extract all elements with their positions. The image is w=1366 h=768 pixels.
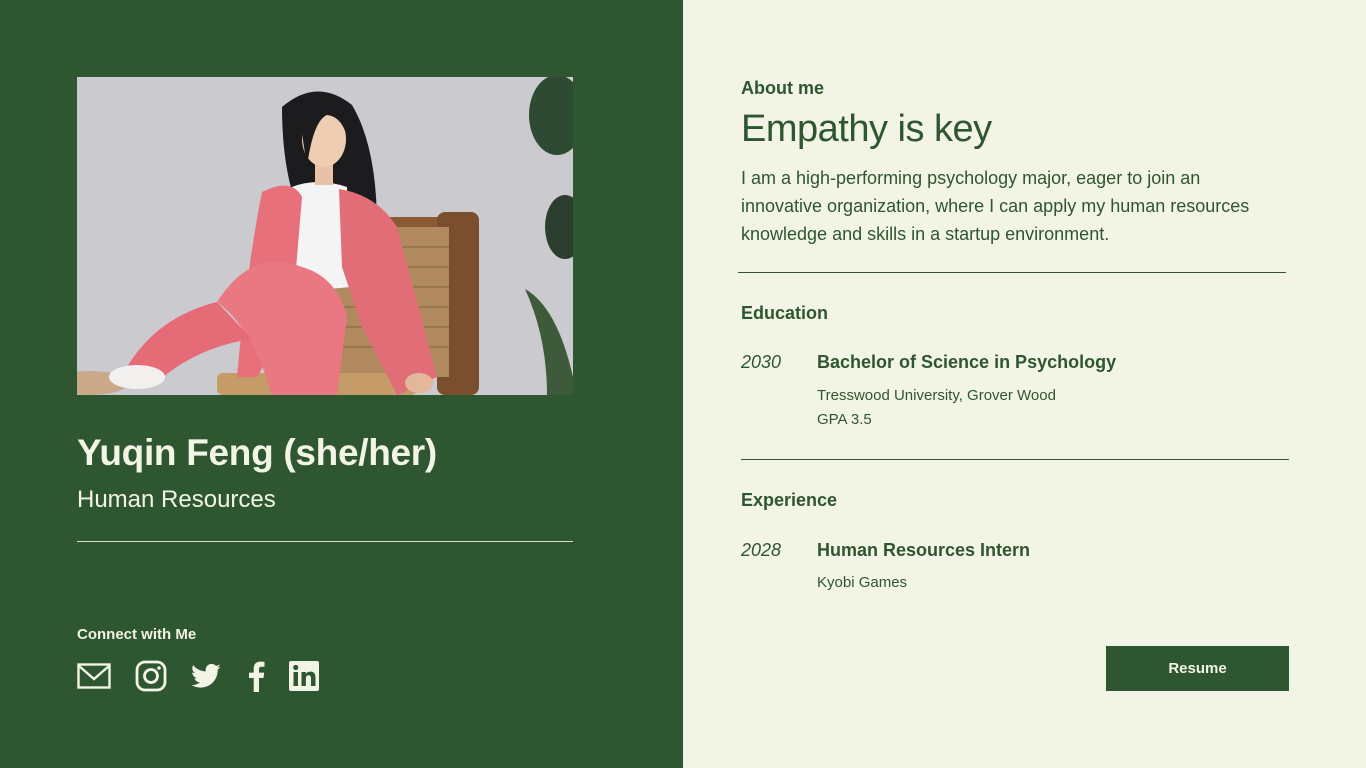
- twitter-icon[interactable]: [190, 660, 222, 692]
- divider: [741, 459, 1289, 460]
- headline: Empathy is key: [741, 108, 992, 150]
- job-title: Human Resources Intern: [817, 540, 1031, 560]
- experience-label: Experience: [741, 490, 838, 510]
- connect-label: Connect with Me: [77, 626, 197, 643]
- resume-button[interactable]: Resume: [1106, 646, 1289, 691]
- divider: [77, 541, 573, 542]
- facebook-icon[interactable]: [245, 660, 267, 692]
- instagram-icon[interactable]: [135, 660, 167, 692]
- profile-name: Yuqin Feng (she/her): [77, 432, 437, 473]
- gpa-value: GPA 3.5: [817, 411, 872, 428]
- profile-photo: [77, 77, 573, 395]
- divider: [738, 272, 1286, 273]
- degree-title: Bachelor of Science in Psychology: [817, 352, 1117, 372]
- bio-text: I am a high-performing psychology major, eager to join an innovative organization, where I can apply my human resources knowledge and skills in a startup environment.: [741, 168, 1250, 244]
- company-name: Kyobi Games: [817, 574, 908, 591]
- about-label: About me: [741, 78, 824, 98]
- education-label: Education: [741, 303, 829, 323]
- profile-role: Human Resources: [77, 486, 276, 513]
- mail-icon[interactable]: [77, 660, 111, 692]
- education-year: 2030: [741, 352, 782, 372]
- linkedin-icon[interactable]: [288, 660, 320, 692]
- experience-year: 2028: [741, 540, 782, 560]
- university-name: Tresswood University, Grover Wood: [817, 387, 1056, 404]
